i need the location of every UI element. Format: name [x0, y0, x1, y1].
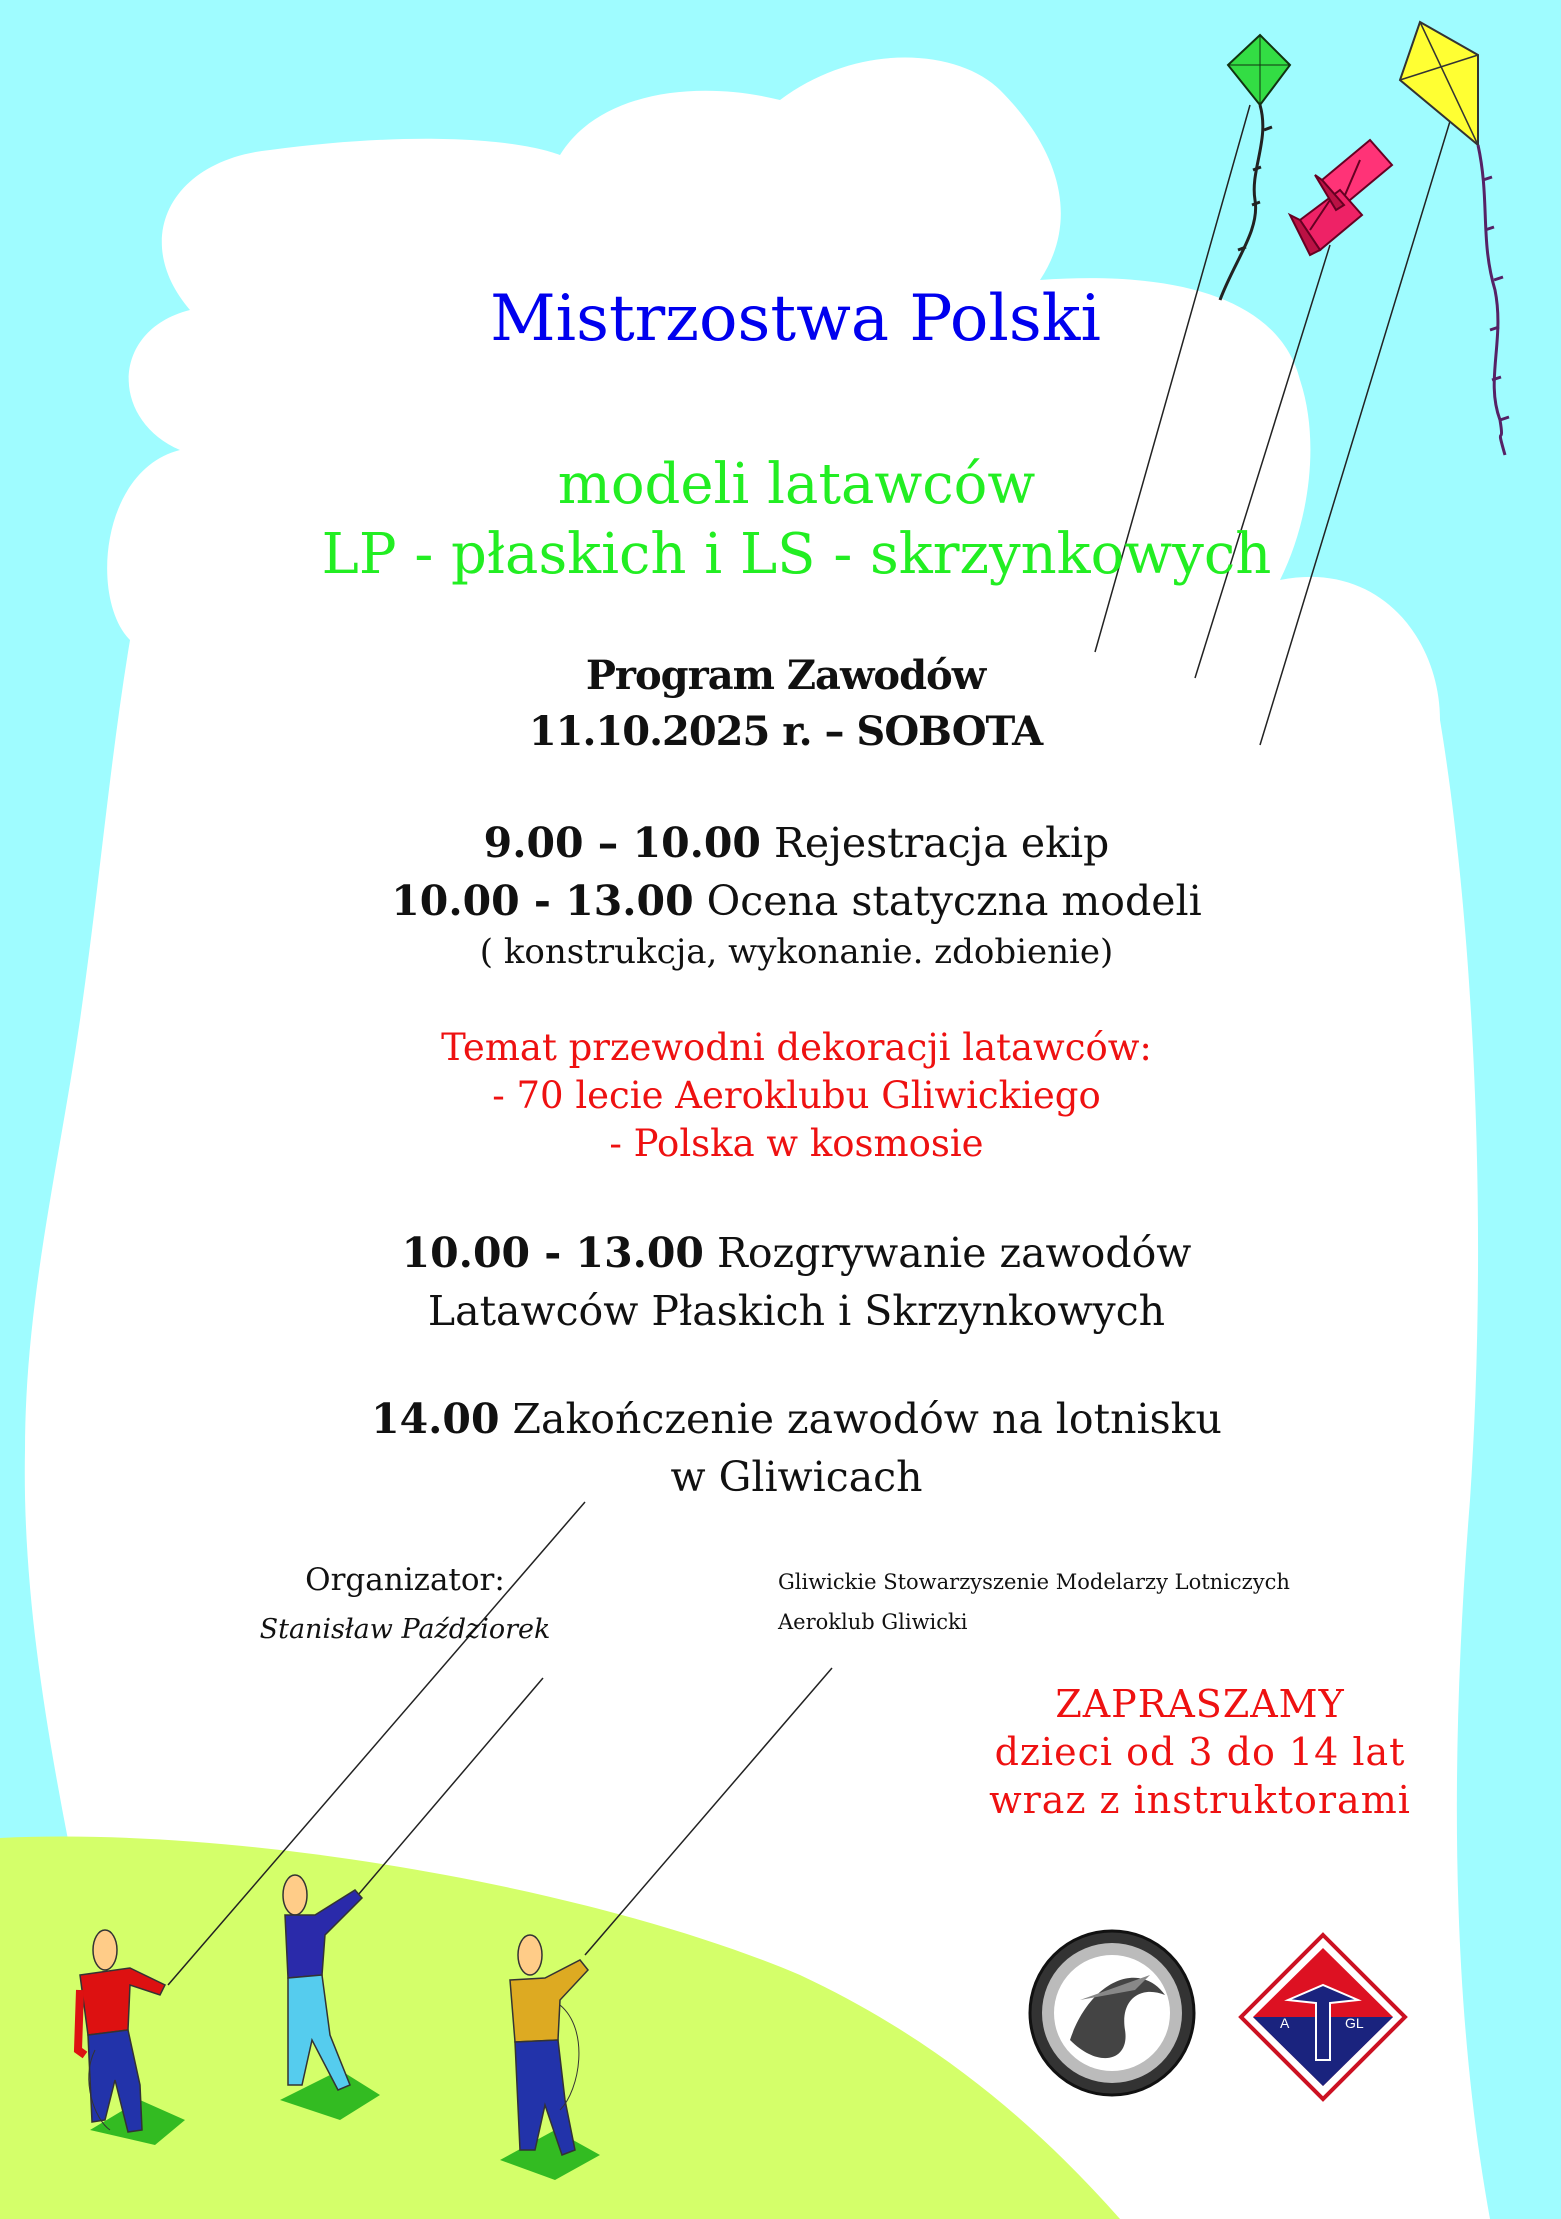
schedule-item: [16, 872, 1561, 930]
invite-line1: ZAPRASZAMY: [1055, 1682, 1345, 1726]
organizer-org2: Aeroklub Gliwicki: [778, 1610, 968, 1634]
schedule-item: [16, 814, 1561, 872]
invite-block: [920, 1680, 1480, 1824]
closing-text: Zakończenie zawodów na lotnisku: [512, 1395, 1222, 1443]
invite-line2: dzieci od 3 do 14 lat: [994, 1730, 1406, 1774]
competition-text: Rozgrywanie zawodów: [717, 1229, 1192, 1277]
program-heading: Program Zawodów: [585, 652, 986, 699]
schedule: [16, 814, 1561, 974]
schedule-time: 9.00 – 10.00: [483, 819, 761, 867]
closing-block: [16, 1390, 1561, 1506]
closing-line2: w Gliwicach: [670, 1453, 923, 1501]
page-title: Mistrzostwa Polski: [490, 282, 1101, 356]
theme-item: - Polska w kosmosie: [609, 1122, 984, 1165]
competition-block: [16, 1224, 1561, 1340]
organizer-label: Organizator:: [305, 1562, 505, 1598]
subtitle-line2: LP - płaskich i LS - skrzynkowych: [321, 522, 1272, 587]
program-heading-block: [5, 648, 1561, 760]
schedule-text: Rejestracja ekip: [774, 819, 1110, 867]
closing-item: [16, 1390, 1561, 1448]
competition-time: 10.00 - 13.00: [401, 1229, 704, 1277]
organizer-org1: Gliwickie Stowarzyszenie Modelarzy Lotniczych: [778, 1570, 1290, 1594]
competition-item: [16, 1224, 1561, 1282]
closing-time: 14.00: [371, 1395, 500, 1443]
gsml-logo: [1030, 1931, 1194, 2095]
aeroklub-logo-letters-gl: GL: [1345, 2015, 1364, 2031]
theme-block: [16, 1024, 1561, 1168]
subtitle: [16, 450, 1561, 590]
theme-item: - 70 lecie Aeroklubu Gliwickiego: [492, 1074, 1101, 1117]
competition-line2: Latawców Płaskich i Skrzynkowych: [427, 1287, 1166, 1335]
program-date: 11.10.2025 r. – SOBOTA: [528, 708, 1043, 755]
organizer-orgs: [778, 1562, 1478, 1642]
theme-heading: Temat przewodni dekoracji latawców:: [441, 1026, 1152, 1069]
schedule-text: Ocena statyczna modeli: [706, 877, 1202, 925]
subtitle-line1: modeli latawców: [557, 452, 1036, 517]
aeroklub-logo-letter-a: A: [1280, 2015, 1290, 2031]
schedule-note: ( konstrukcja, wykonanie. zdobienie): [479, 932, 1114, 972]
invite-line3: wraz z instruktorami: [989, 1778, 1411, 1822]
organizer-name: Stanisław Paździorek: [259, 1614, 551, 1645]
schedule-time: 10.00 - 13.00: [391, 877, 694, 925]
